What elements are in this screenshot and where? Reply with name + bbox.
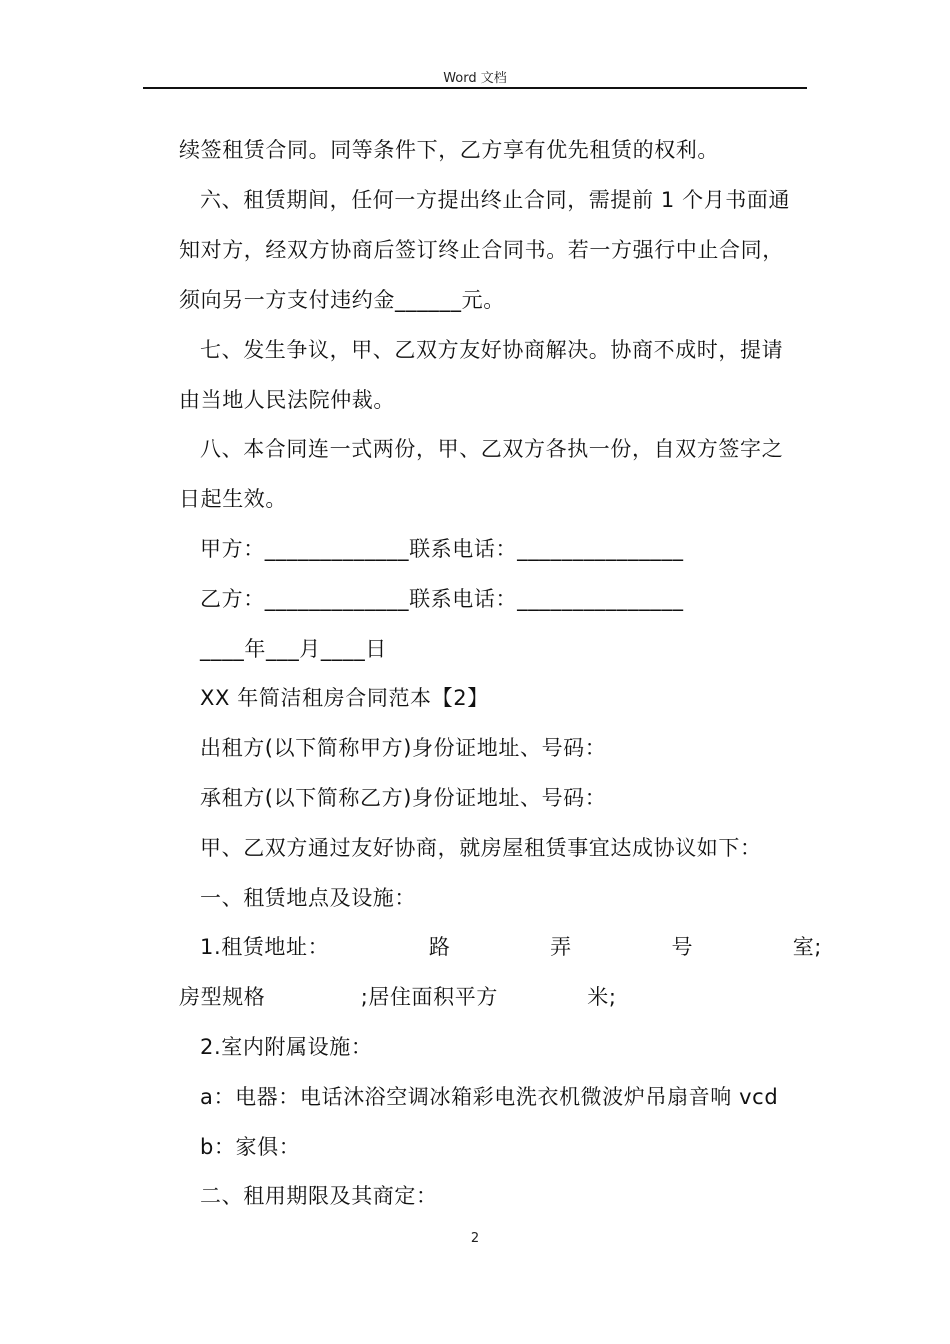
address-label: 1.租赁地址： xyxy=(200,935,330,959)
text-line: 八、本合同连一式两份，甲、乙双方各执一份，自双方签字之 xyxy=(200,437,784,461)
text-line: 由当地人民法院仲裁。 xyxy=(179,388,395,412)
text-line: b：家俱： xyxy=(200,1135,301,1159)
header-title: Word 文档 xyxy=(443,71,507,86)
party-a-signature-line: 甲方：_____________联系电话：_______________ xyxy=(200,537,684,561)
text-line: 2.室内附属设施： xyxy=(200,1035,373,1059)
text-line: 出租方(以下简称甲方)身份证地址、号码： xyxy=(200,736,607,760)
room-area-label: ;居住面积平方 xyxy=(360,985,498,1009)
text-line: 承租方(以下简称乙方)身份证地址、号码： xyxy=(200,786,607,810)
text-line: 七、发生争议，甲、乙双方友好协商解决。协商不成时，提请 xyxy=(200,338,784,362)
date-line: ____年___月____日 xyxy=(200,637,387,661)
page-number: 2 xyxy=(470,1231,480,1246)
text-line: 二、租用期限及其商定： xyxy=(200,1184,438,1208)
address-number: 号 xyxy=(671,935,694,959)
text-line: 续签租赁合同。同等条件下，乙方享有优先租赁的权利。 xyxy=(179,138,719,162)
party-b-signature-line: 乙方：_____________联系电话：_______________ xyxy=(200,587,684,611)
text-line: 一、租赁地点及设施： xyxy=(200,886,416,910)
room-area-unit: 米; xyxy=(587,985,617,1009)
text-line: 知对方，经双方协商后签订终止合同书。若一方强行中止合同， xyxy=(179,238,784,262)
text-line: 六、租赁期间，任何一方提出终止合同，需提前 1 个月书面通 xyxy=(200,188,791,212)
text-line: 须向另一方支付违约金______元。 xyxy=(179,288,505,312)
address-line xyxy=(179,932,822,962)
text-line: 甲、乙双方通过友好协商，就房屋租赁事宜达成协议如下： xyxy=(200,836,762,860)
section-title: XX 年简洁租房合同范本【2】 xyxy=(200,686,489,710)
address-road: 路 xyxy=(428,935,451,959)
text-line: a：电器：电话沐浴空调冰箱彩电洗衣机微波炉吊扇音响 vcd xyxy=(200,1085,779,1109)
header-divider xyxy=(143,87,807,89)
room-line xyxy=(179,982,801,1012)
text-line: 日起生效。 xyxy=(179,487,287,511)
address-room: 室; xyxy=(792,935,822,959)
room-type-label: 房型规格 xyxy=(179,985,266,1009)
address-lane: 弄 xyxy=(550,935,572,959)
